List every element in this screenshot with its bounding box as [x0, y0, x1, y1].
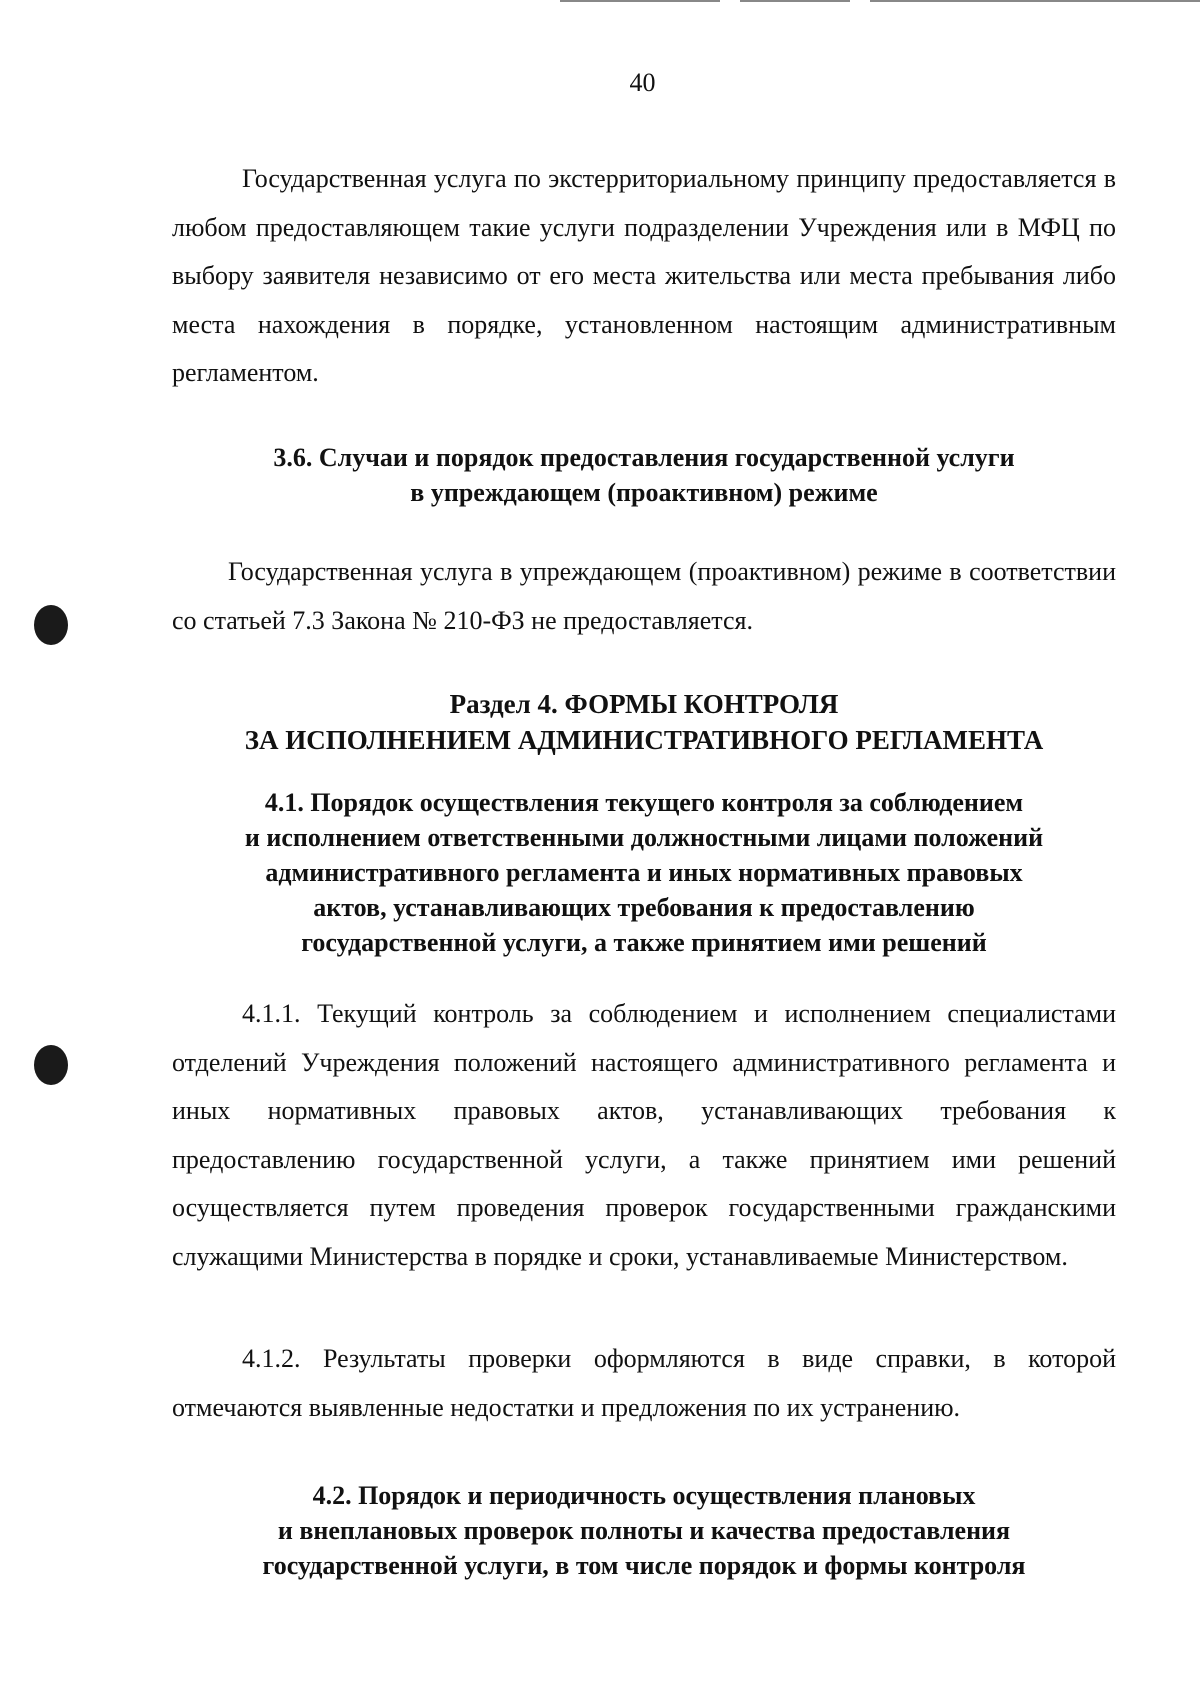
section-heading-4 — [172, 686, 1116, 758]
heading-line: актов, устанавливающих требования к предоставлению — [313, 893, 975, 922]
heading-line: 4.2. Порядок и периодичность осуществления плановых — [312, 1481, 976, 1510]
heading-line: и внеплановых проверок полноты и качества предоставления — [277, 1516, 1011, 1545]
paragraph — [172, 548, 1116, 645]
heading-line: 3.6. Случаи и порядок предоставления государственной услуги — [273, 443, 1015, 472]
paragraph-text: 4.1.2. Результаты проверки оформляются в виде справки, в которой отмечаются выявленные недостатки и предложения по их устранению. — [172, 1344, 1116, 1422]
heading-line: ЗА ИСПОЛНЕНИЕМ АДМИНИСТРАТИВНОГО РЕГЛАМЕНТА — [244, 725, 1044, 755]
section-heading-4-2 — [172, 1478, 1116, 1583]
heading-line: Раздел 4. ФОРМЫ КОНТРОЛЯ — [449, 689, 839, 719]
heading-line: и исполнением ответственными должностными лицами положений — [244, 823, 1044, 852]
paragraph-4-1-2-block — [172, 1335, 1116, 1432]
punch-hole — [34, 1045, 68, 1085]
heading-line: административного регламента и иных нормативных правовых — [265, 858, 1023, 887]
heading-line: 4.1. Порядок осуществления текущего контроля за соблюдением — [264, 788, 1024, 817]
scan-edge-mark — [870, 0, 1200, 2]
paragraph — [172, 990, 1116, 1281]
paragraph-text: 4.1.1. Текущий контроль за соблюдением и исполнением специалистами отделений Учреждения положений настоящего административного регламента и иных нормативных правовых актов, устанавливающих требования к предоставлению государственной услуги, а также принятием ими решений осуществляется путем проведения проверок государственными гражданскими служащими Министерства в порядке и сроки, устанавливаемые Министерством. — [172, 999, 1116, 1271]
punch-hole — [34, 605, 68, 645]
paragraph-2-block — [172, 548, 1116, 645]
paragraph — [172, 1335, 1116, 1432]
section-heading-3-6 — [172, 440, 1116, 510]
scan-edge-mark — [560, 0, 720, 2]
paragraph-1-block — [172, 155, 1116, 398]
section-heading-4-1 — [172, 785, 1116, 960]
page-number: 40 — [629, 68, 656, 97]
paragraph-text: Государственная услуга в упреждающем (проактивном) режиме в соответствии со статьей 7.3 Закона № 210-ФЗ не предоставляется. — [172, 557, 1116, 635]
scan-edge-mark — [740, 0, 850, 2]
heading-line: государственной услуги, в том числе порядок и формы контроля — [262, 1551, 1026, 1580]
paragraph-text: Государственная услуга по экстерриториальному принципу предоставляется в любом предоставляющем такие услуги подразделении Учреждения или в МФЦ по выбору заявителя независимо от его места жительства или места пребывания либо места нахождения в порядке, установленном настоящим административным регламентом. — [172, 164, 1116, 387]
heading-line: в упреждающем (проактивном) режиме — [410, 478, 878, 507]
paragraph — [172, 155, 1116, 398]
heading-line: государственной услуги, а также принятием ими решений — [301, 928, 987, 957]
paragraph-4-1-1-block — [172, 990, 1116, 1281]
